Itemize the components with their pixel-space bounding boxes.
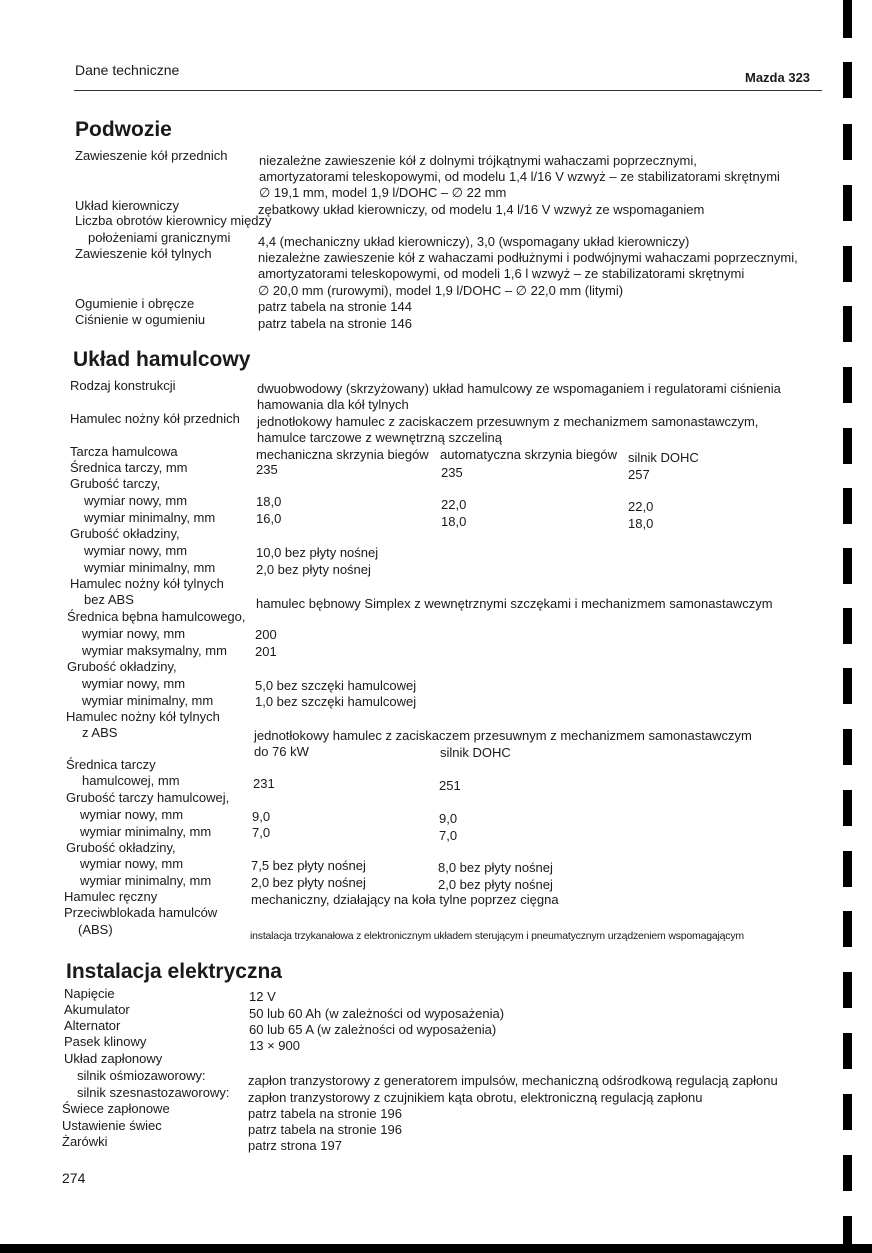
- spec-label: z ABS: [82, 725, 118, 740]
- spec-label: wymiar minimalny, mm: [84, 510, 216, 525]
- spec-value: 10,0 bez płyty nośnej: [256, 545, 379, 560]
- spec-label: Zawieszenie kół przednich: [75, 148, 228, 163]
- spec-label: Ciśnienie w ogumieniu: [75, 312, 206, 327]
- spec-value: amortyzatorami teleskopowymi, od modeli 1,6 l wzwyż – ze stabilizatorami skrętnymi: [258, 266, 745, 281]
- binding-mark: [843, 124, 852, 160]
- spec-value: 235: [441, 465, 463, 480]
- binding-mark: [843, 1033, 852, 1069]
- spec-label: wymiar nowy, mm: [82, 626, 186, 641]
- running-header-left: Dane techniczne: [75, 62, 180, 78]
- spec-label: Grubość tarczy,: [70, 476, 161, 491]
- spec-value: jednotłokowy hamulec z zaciskaczem przesuwnym z mechanizmem samonastawczym,: [257, 414, 759, 429]
- spec-label: Grubość okładziny,: [67, 659, 177, 674]
- spec-label: Przeciwblokada hamulców: [64, 905, 218, 920]
- spec-value: 7,5 bez płyty nośnej: [251, 858, 366, 873]
- spec-value: 5,0 bez szczęki hamulcowej: [255, 678, 417, 693]
- spec-label: Średnica tarczy, mm: [70, 460, 188, 475]
- binding-mark: [843, 1094, 852, 1130]
- binding-mark: [843, 488, 852, 524]
- spec-label: Grubość tarczy hamulcowej,: [66, 790, 230, 805]
- spec-value: 235: [256, 462, 278, 477]
- spec-label: wymiar nowy, mm: [84, 543, 188, 558]
- spec-label: wymiar nowy, mm: [80, 856, 184, 871]
- spec-value: patrz tabela na stronie 146: [258, 316, 412, 331]
- spec-value: niezależne zawieszenie kół z wahaczami podłużnymi i podwójnymi wahaczami poprzecznymi,: [258, 250, 798, 265]
- spec-value: 2,0 bez płyty nośnej: [251, 875, 366, 890]
- spec-value: patrz strona 197: [248, 1138, 342, 1153]
- binding-mark: [843, 367, 852, 403]
- spec-value: 2,0 bez płyty nośnej: [256, 562, 371, 577]
- spec-label: Rodzaj konstrukcji: [70, 378, 176, 393]
- scan-edge-bar: [0, 1244, 872, 1253]
- spec-label: (ABS): [78, 922, 113, 937]
- spec-label: Pasek klinowy: [64, 1034, 147, 1049]
- binding-mark: [843, 608, 852, 644]
- binding-mark: [843, 306, 852, 342]
- spec-label: Żarówki: [62, 1134, 108, 1149]
- spec-label: Ustawienie świec: [62, 1118, 162, 1133]
- binding-mark: [843, 851, 852, 887]
- spec-label: Alternator: [64, 1018, 121, 1033]
- spec-label: bez ABS: [84, 592, 134, 607]
- binding-mark: [843, 246, 852, 282]
- column-header: silnik DOHC: [628, 450, 699, 465]
- spec-value: hamulec bębnowy Simplex z wewnętrznymi szczękami i mechanizmem samonastawczym: [256, 596, 773, 611]
- spec-label: Hamulec nożny kół tylnych: [70, 576, 224, 591]
- spec-value: zapłon tranzystorowy z czujnikiem kąta obrotu, elektroniczną regulacją zapłonu: [248, 1090, 703, 1105]
- spec-label: Napięcie: [64, 986, 115, 1001]
- spec-value: do 76 kW: [254, 744, 309, 759]
- spec-value: 1,0 bez szczęki hamulcowej: [255, 694, 417, 709]
- spec-value: 9,0: [439, 811, 458, 826]
- spec-value: patrz tabela na stronie 196: [248, 1122, 402, 1137]
- spec-value: hamowania dla kół tylnych: [257, 397, 409, 412]
- spec-label: Układ kierowniczy: [75, 198, 180, 213]
- spec-label: Ogumienie i obręcze: [75, 296, 195, 311]
- spec-value: mechaniczny, działający na koła tylne poprzez cięgna: [251, 892, 559, 907]
- binding-mark: [843, 790, 852, 826]
- spec-value: zębatkowy układ kierowniczy, od modelu 1,4 l/16 V wzwyż ze wspomaganiem: [258, 202, 705, 217]
- spec-value: 18,0: [628, 516, 654, 531]
- spec-value: 251: [439, 778, 461, 793]
- spec-label: Świece zapłonowe: [62, 1101, 170, 1116]
- spec-value: 60 lub 65 A (w zależności od wyposażenia): [249, 1022, 497, 1037]
- spec-value: ∅ 20,0 mm (rurowymi), model 1,9 l/DOHC – ∅ 22,0 mm (litymi): [258, 283, 624, 298]
- spec-label: Średnica tarczy: [66, 757, 156, 772]
- running-header-right: Mazda 323: [745, 70, 811, 85]
- binding-mark: [843, 1155, 852, 1191]
- spec-value: 12 V: [249, 989, 276, 1004]
- spec-label: wymiar nowy, mm: [82, 676, 186, 691]
- spec-value: 9,0: [252, 809, 271, 824]
- spec-label: Układ zapłonowy: [64, 1051, 163, 1066]
- spec-label: silnik szesnastozaworowy:: [77, 1085, 230, 1100]
- spec-label: Hamulec ręczny: [64, 889, 158, 904]
- binding-mark: [843, 428, 852, 464]
- spec-value: 7,0: [439, 828, 458, 843]
- spec-value: silnik DOHC: [440, 745, 511, 760]
- spec-value: 22,0: [441, 497, 467, 512]
- spec-label: wymiar minimalny, mm: [80, 824, 212, 839]
- spec-label: Zawieszenie kół tylnych: [75, 246, 212, 261]
- spec-label: hamulcowej, mm: [82, 773, 180, 788]
- spec-label: Akumulator: [64, 1002, 130, 1017]
- spec-value: patrz tabela na stronie 196: [248, 1106, 402, 1121]
- spec-value: zapłon tranzystorowy z generatorem impulsów, mechaniczną odśrodkową regulacją zapłonu: [248, 1073, 778, 1088]
- spec-label: wymiar nowy, mm: [80, 807, 184, 822]
- spec-value: hamulce tarczowe z wewnętrzną szczeliną: [257, 430, 502, 445]
- spec-value: ∅ 19,1 mm, model 1,9 l/DOHC – ∅ 22 mm: [259, 185, 507, 200]
- spec-label: Liczba obrotów kierownicy między: [75, 213, 272, 228]
- spec-value: 4,4 (mechaniczny układ kierowniczy), 3,0 (wspomagany układ kierowniczy): [258, 234, 690, 249]
- spec-label: silnik ośmiozaworowy:: [77, 1068, 206, 1083]
- spec-label: Hamulec nożny kół przednich: [70, 411, 240, 426]
- spec-label: wymiar minimalny, mm: [82, 693, 214, 708]
- spec-value: 13 × 900: [249, 1038, 300, 1053]
- spec-label: Grubość okładziny,: [66, 840, 176, 855]
- spec-label: wymiar minimalny, mm: [80, 873, 212, 888]
- column-header: mechaniczna skrzynia biegów: [256, 447, 429, 462]
- spec-label: wymiar minimalny, mm: [84, 560, 216, 575]
- spec-label: Hamulec nożny kół tylnych: [66, 709, 220, 724]
- binding-mark: [843, 0, 852, 38]
- section-title-elektryka: Instalacja elektryczna: [66, 960, 282, 983]
- spec-value: niezależne zawieszenie kół z dolnymi trójkątnymi wahaczami poprzecznymi,: [259, 153, 697, 168]
- spec-label: wymiar maksymalny, mm: [82, 643, 227, 658]
- spec-value: 18,0: [441, 514, 467, 529]
- spec-value: 18,0: [256, 494, 282, 509]
- binding-mark: [843, 911, 852, 947]
- binding-mark: [843, 185, 852, 221]
- spec-value: 2,0 bez płyty nośnej: [438, 877, 553, 892]
- spec-value: 22,0: [628, 499, 654, 514]
- column-header: automatyczna skrzynia biegów: [440, 447, 618, 462]
- spec-value: 50 lub 60 Ah (w zależności od wyposażenia): [249, 1006, 505, 1021]
- spec-value: patrz tabela na stronie 144: [258, 299, 412, 314]
- spec-value: 8,0 bez płyty nośnej: [438, 860, 553, 875]
- binding-mark: [843, 729, 852, 765]
- spec-label: Grubość okładziny,: [70, 526, 180, 541]
- binding-mark: [843, 972, 852, 1008]
- spec-value: 257: [628, 467, 650, 482]
- spec-label: wymiar nowy, mm: [84, 493, 188, 508]
- section-title-hamulce: Układ hamulcowy: [73, 348, 251, 371]
- section-title-podwozie: Podwozie: [75, 118, 172, 141]
- binding-mark: [843, 668, 852, 704]
- page-number: 274: [62, 1170, 86, 1186]
- spec-value: 16,0: [256, 511, 282, 526]
- header-rule: [74, 90, 822, 91]
- spec-label: Średnica bębna hamulcowego,: [67, 609, 246, 624]
- spec-value: amortyzatorami teleskopowymi, od modelu 1,4 l/16 V wzwyż – ze stabilizatorami skrętnymi: [259, 169, 780, 184]
- spec-value: jednotłokowy hamulec z zaciskaczem przesuwnym z mechanizmem samonastawczym: [254, 728, 752, 743]
- spec-value: 200: [255, 627, 277, 642]
- spec-label: położeniami granicznymi: [88, 230, 231, 245]
- binding-mark: [843, 1216, 852, 1244]
- binding-mark: [843, 548, 852, 584]
- spec-value: 201: [255, 644, 277, 659]
- spec-value: 231: [253, 776, 275, 791]
- spec-label: Tarcza hamulcowa: [70, 444, 178, 459]
- binding-mark: [843, 62, 852, 98]
- spec-value: 7,0: [252, 825, 271, 840]
- spec-value: instalacja trzykanałowa z elektronicznym układem sterującym i pneumatycznym urządzeniem wspomagającym: [250, 930, 744, 942]
- spec-value: dwuobwodowy (skrzyżowany) układ hamulcowy ze wspomaganiem i regulatorami ciśnienia: [257, 381, 781, 396]
